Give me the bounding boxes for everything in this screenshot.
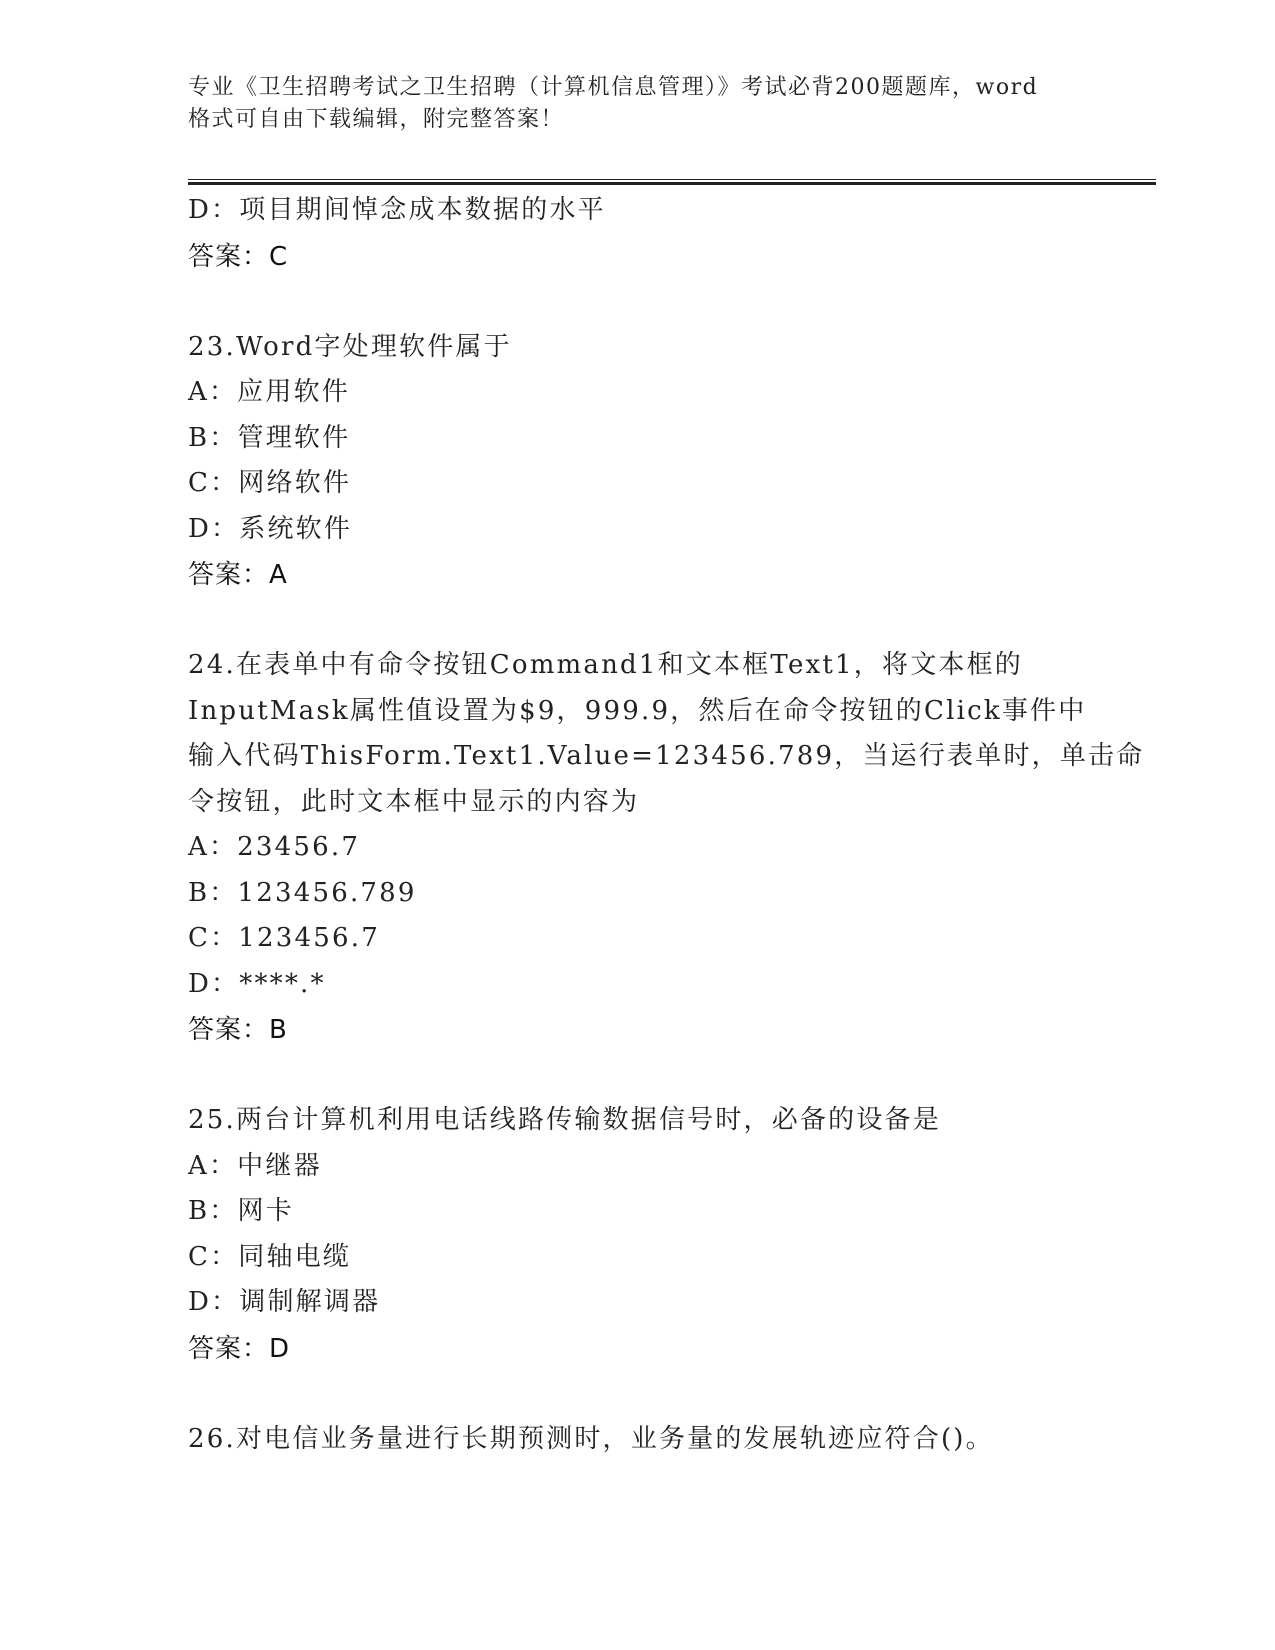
question-stem-line: 输入代码ThisForm.Text1.Value=123456.789，当运行表单时，单击命 xyxy=(188,741,1145,771)
answer-label: 答案：D xyxy=(188,1333,291,1364)
question-25 xyxy=(188,1098,1088,1372)
answer-label: 答案：A xyxy=(188,560,288,590)
option-a: A：中继器 xyxy=(188,1150,322,1181)
question-23 xyxy=(188,325,1088,599)
question-stem: 25.两台计算机利用电话线路传输数据信号时，必备的设备是 xyxy=(188,1105,941,1135)
question-26 xyxy=(188,1417,1088,1463)
question-stem: 26.对电信业务量进行长期预测时，业务量的发展轨迹应符合()。 xyxy=(188,1423,994,1454)
question-list xyxy=(188,188,1145,1462)
question-stem-line: 令按钮，此时文本框中显示的内容为 xyxy=(188,786,640,817)
question-stem: 23.Word字处理软件属于 xyxy=(188,331,512,362)
answer-label: 答案：B xyxy=(188,1015,288,1045)
option-a: A：23456.7 xyxy=(188,832,361,862)
header-divider xyxy=(188,179,1156,185)
question-22 xyxy=(188,188,1088,280)
option-b: B：网卡 xyxy=(188,1196,294,1226)
option-d: D：系统软件 xyxy=(188,513,353,544)
document-header xyxy=(188,72,1088,136)
header-title-line-1: 专业《卫生招聘考试之卫生招聘（计算机信息管理）》考试必背200题题库，word xyxy=(188,75,1039,100)
option-d: D：项目期间悼念成本数据的水平 xyxy=(188,195,606,225)
option-b: B：管理软件 xyxy=(188,422,351,453)
question-stem xyxy=(188,643,1145,825)
question-stem-line: InputMask属性值设置为$9，999.9，然后在命令按钮的Click事件中 xyxy=(188,695,1087,726)
header-title-line-2: 格式可自由下载编辑，附完整答案！ xyxy=(188,107,565,132)
answer-label: 答案：C xyxy=(188,241,289,272)
option-c: C：网络软件 xyxy=(188,468,352,498)
option-d: D：****.* xyxy=(188,968,326,999)
option-c: C：123456.7 xyxy=(188,923,380,953)
option-d: D：调制解调器 xyxy=(188,1287,381,1317)
question-stem-line: 24.在表单中有命令按钮Command1和文本框Text1，将文本框的 xyxy=(188,650,1023,680)
option-c: C：同轴电缆 xyxy=(188,1241,352,1272)
option-b: B：123456.789 xyxy=(188,877,417,908)
option-a: A：应用软件 xyxy=(188,377,350,407)
question-24 xyxy=(188,643,1145,1053)
